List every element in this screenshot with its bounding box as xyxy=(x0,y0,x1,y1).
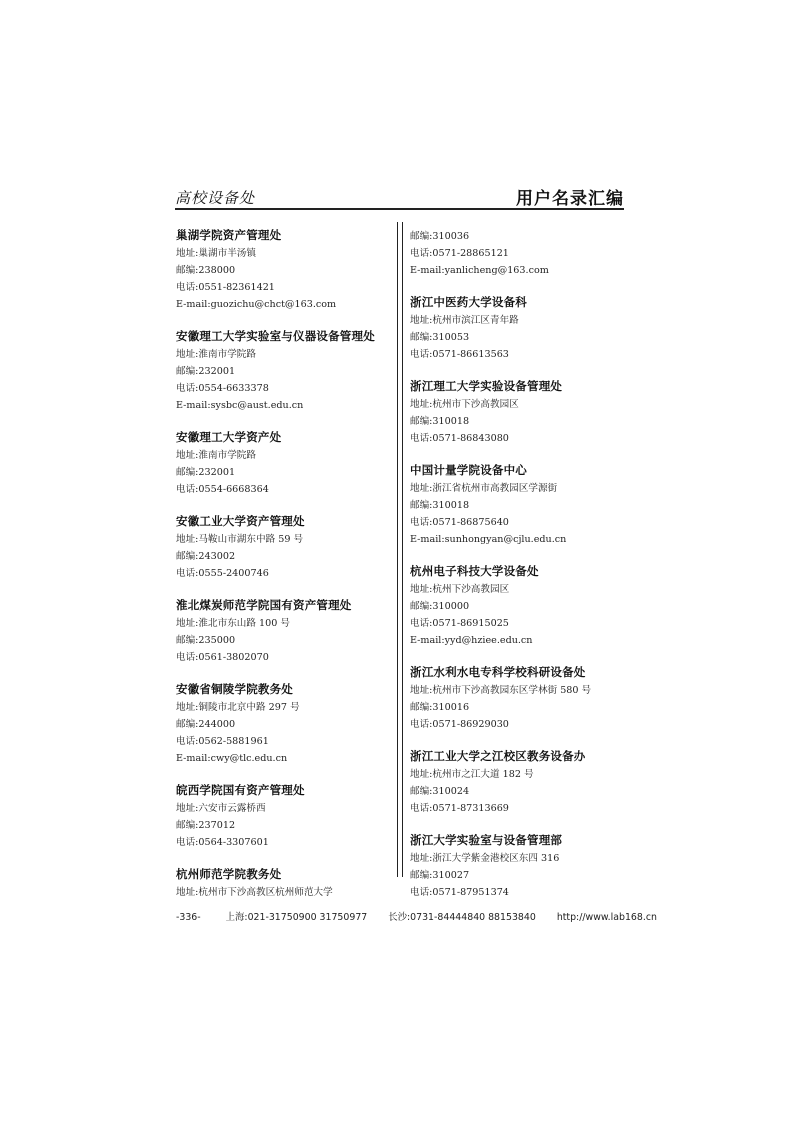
directory-entry xyxy=(176,428,391,498)
entry-detail-line: 邮编:237012 xyxy=(176,820,236,831)
directory-entry xyxy=(410,562,625,649)
entry-detail-line: 电话:0571-28865121 xyxy=(410,248,509,259)
directory-entry xyxy=(176,327,391,414)
entry-detail-line: 邮编:310000 xyxy=(410,601,470,612)
entry-detail-line: 地址:杭州下沙高教园区 xyxy=(410,584,510,595)
entry-detail-line: 邮编:310018 xyxy=(410,500,470,511)
entry-detail-line: 邮编:310018 xyxy=(410,416,470,427)
entry-detail-line: 邮编:244000 xyxy=(176,719,236,730)
directory-entry xyxy=(176,596,391,666)
entry-detail-line: 电话:0554-6633378 xyxy=(176,383,269,394)
entry-detail-line: 电话:0571-87313669 xyxy=(410,803,509,814)
page-number: -336- xyxy=(176,912,201,923)
header-rule xyxy=(175,208,624,210)
entry-detail-line: 邮编:310053 xyxy=(410,332,470,343)
entry-detail-line: 电话:0561-3802070 xyxy=(176,652,269,663)
page-footer xyxy=(176,909,675,923)
entry-detail-line: 电话:0564-3307601 xyxy=(176,837,269,848)
entry-title: 安徽理工大学资产处 xyxy=(176,430,282,444)
directory-entry xyxy=(410,377,625,447)
running-header-left: 高校设备处 xyxy=(175,189,256,207)
entry-detail-line: 地址:淮南市学院路 xyxy=(176,450,256,461)
entry-title: 巢湖学院资产管理处 xyxy=(176,228,282,242)
entry-detail-line: E-mail:guozichu@chct@163.com xyxy=(176,299,337,310)
directory-entry xyxy=(410,293,625,363)
directory-entry xyxy=(410,831,625,901)
footer-shanghai-phone: 上海:021-31750900 31750977 xyxy=(225,912,368,923)
entry-detail-line: 地址:浙江省杭州市高教园区学源街 xyxy=(410,483,558,494)
entry-title: 安徽工业大学资产管理处 xyxy=(176,514,305,528)
entry-detail-line: 邮编:310036 xyxy=(410,231,470,242)
entry-detail-line: 电话:0562-5881961 xyxy=(176,736,269,747)
entry-title: 浙江大学实验室与设备管理部 xyxy=(410,833,563,847)
left-column xyxy=(176,226,391,915)
entry-detail-line: 地址:杭州市下沙高教园东区学林街 580 号 xyxy=(410,685,592,696)
entry-detail-line: 地址:六安市云露桥西 xyxy=(176,803,266,814)
footer-changsha-phone: 长沙:0731-84444840 88153840 xyxy=(388,912,536,923)
entry-detail-line: E-mail:cwy@tlc.edu.cn xyxy=(176,753,288,764)
column-separator xyxy=(397,222,403,877)
entry-detail-line: 电话:0571-86613563 xyxy=(410,349,509,360)
entry-detail-line: 地址:杭州市下沙高教区杭州师范大学 xyxy=(176,887,333,898)
entry-detail-line: 地址:铜陵市北京中路 297 号 xyxy=(176,702,300,713)
directory-entry xyxy=(410,747,625,817)
entry-detail-line: 电话:0551-82361421 xyxy=(176,282,275,293)
entry-detail-line: 电话:0571-87951374 xyxy=(410,887,509,898)
entry-detail-line: 电话:0571-86915025 xyxy=(410,618,509,629)
directory-entry xyxy=(176,512,391,582)
entry-detail-line: 邮编:243002 xyxy=(176,551,236,562)
entry-detail-line: 邮编:235000 xyxy=(176,635,236,646)
entry-detail-line: E-mail:yanlicheng@163.com xyxy=(410,265,549,276)
entry-title: 皖西学院国有资产管理处 xyxy=(176,783,305,797)
entry-title: 淮北煤炭师范学院国有资产管理处 xyxy=(176,598,352,612)
entry-detail-line: 电话:0571-86875640 xyxy=(410,517,509,528)
entry-detail-line: 电话:0571-86929030 xyxy=(410,719,509,730)
entry-detail-line: 地址:马鞍山市湖东中路 59 号 xyxy=(176,534,304,545)
entry-title: 中国计量学院设备中心 xyxy=(410,463,527,477)
footer-url[interactable]: http://www.lab168.cn xyxy=(556,912,657,923)
entry-detail-line: 地址:杭州市下沙高教园区 xyxy=(410,399,519,410)
entry-detail-line: 地址:浙江大学紫金港校区东四 316 xyxy=(410,853,560,864)
entry-detail-line: 地址:杭州市之江大道 182 号 xyxy=(410,769,534,780)
entry-detail-line: E-mail:sunhongyan@cjlu.edu.cn xyxy=(410,534,567,545)
entry-detail-line: 邮编:310027 xyxy=(410,870,470,881)
entry-detail-line: E-mail:yyd@hziee.edu.cn xyxy=(410,635,533,646)
directory-entry xyxy=(176,226,391,313)
entry-detail-line: 电话:0571-86843080 xyxy=(410,433,509,444)
entry-detail-line: 地址:淮北市东山路 100 号 xyxy=(176,618,290,629)
entry-detail-line: 电话:0555-2400746 xyxy=(176,568,269,579)
entry-title: 浙江中医药大学设备科 xyxy=(410,295,527,309)
entry-detail-line: 地址:杭州市滨江区青年路 xyxy=(410,315,519,326)
entry-detail-line: 邮编:232001 xyxy=(176,366,236,377)
right-column xyxy=(410,228,625,915)
directory-entry xyxy=(410,228,625,279)
directory-entry xyxy=(410,461,625,548)
entry-detail-line: 地址:淮南市学院路 xyxy=(176,349,256,360)
directory-entry xyxy=(410,663,625,733)
entry-detail-line: E-mail:sysbc@aust.edu.cn xyxy=(176,400,304,411)
entry-title: 杭州电子科技大学设备处 xyxy=(410,564,539,578)
entry-title: 浙江工业大学之江校区教务设备办 xyxy=(410,749,586,763)
running-header-right: 用户名录汇编 xyxy=(516,189,624,209)
entry-title: 浙江理工大学实验设备管理处 xyxy=(410,379,563,393)
entry-detail-line: 地址:巢湖市半汤镇 xyxy=(176,248,256,259)
entry-title: 安徽省铜陵学院教务处 xyxy=(176,682,293,696)
entry-detail-line: 邮编:232001 xyxy=(176,467,236,478)
entry-title: 杭州师范学院教务处 xyxy=(176,867,282,881)
entry-detail-line: 电话:0554-6668364 xyxy=(176,484,269,495)
entry-detail-line: 邮编:310016 xyxy=(410,702,470,713)
entry-title: 浙江水利水电专科学校科研设备处 xyxy=(410,665,586,679)
directory-entry xyxy=(176,865,391,901)
entry-title: 安徽理工大学实验室与仪器设备管理处 xyxy=(176,329,375,343)
entry-detail-line: 邮编:238000 xyxy=(176,265,236,276)
entry-detail-line: 邮编:310024 xyxy=(410,786,470,797)
directory-entry xyxy=(176,680,391,767)
directory-entry xyxy=(176,781,391,851)
